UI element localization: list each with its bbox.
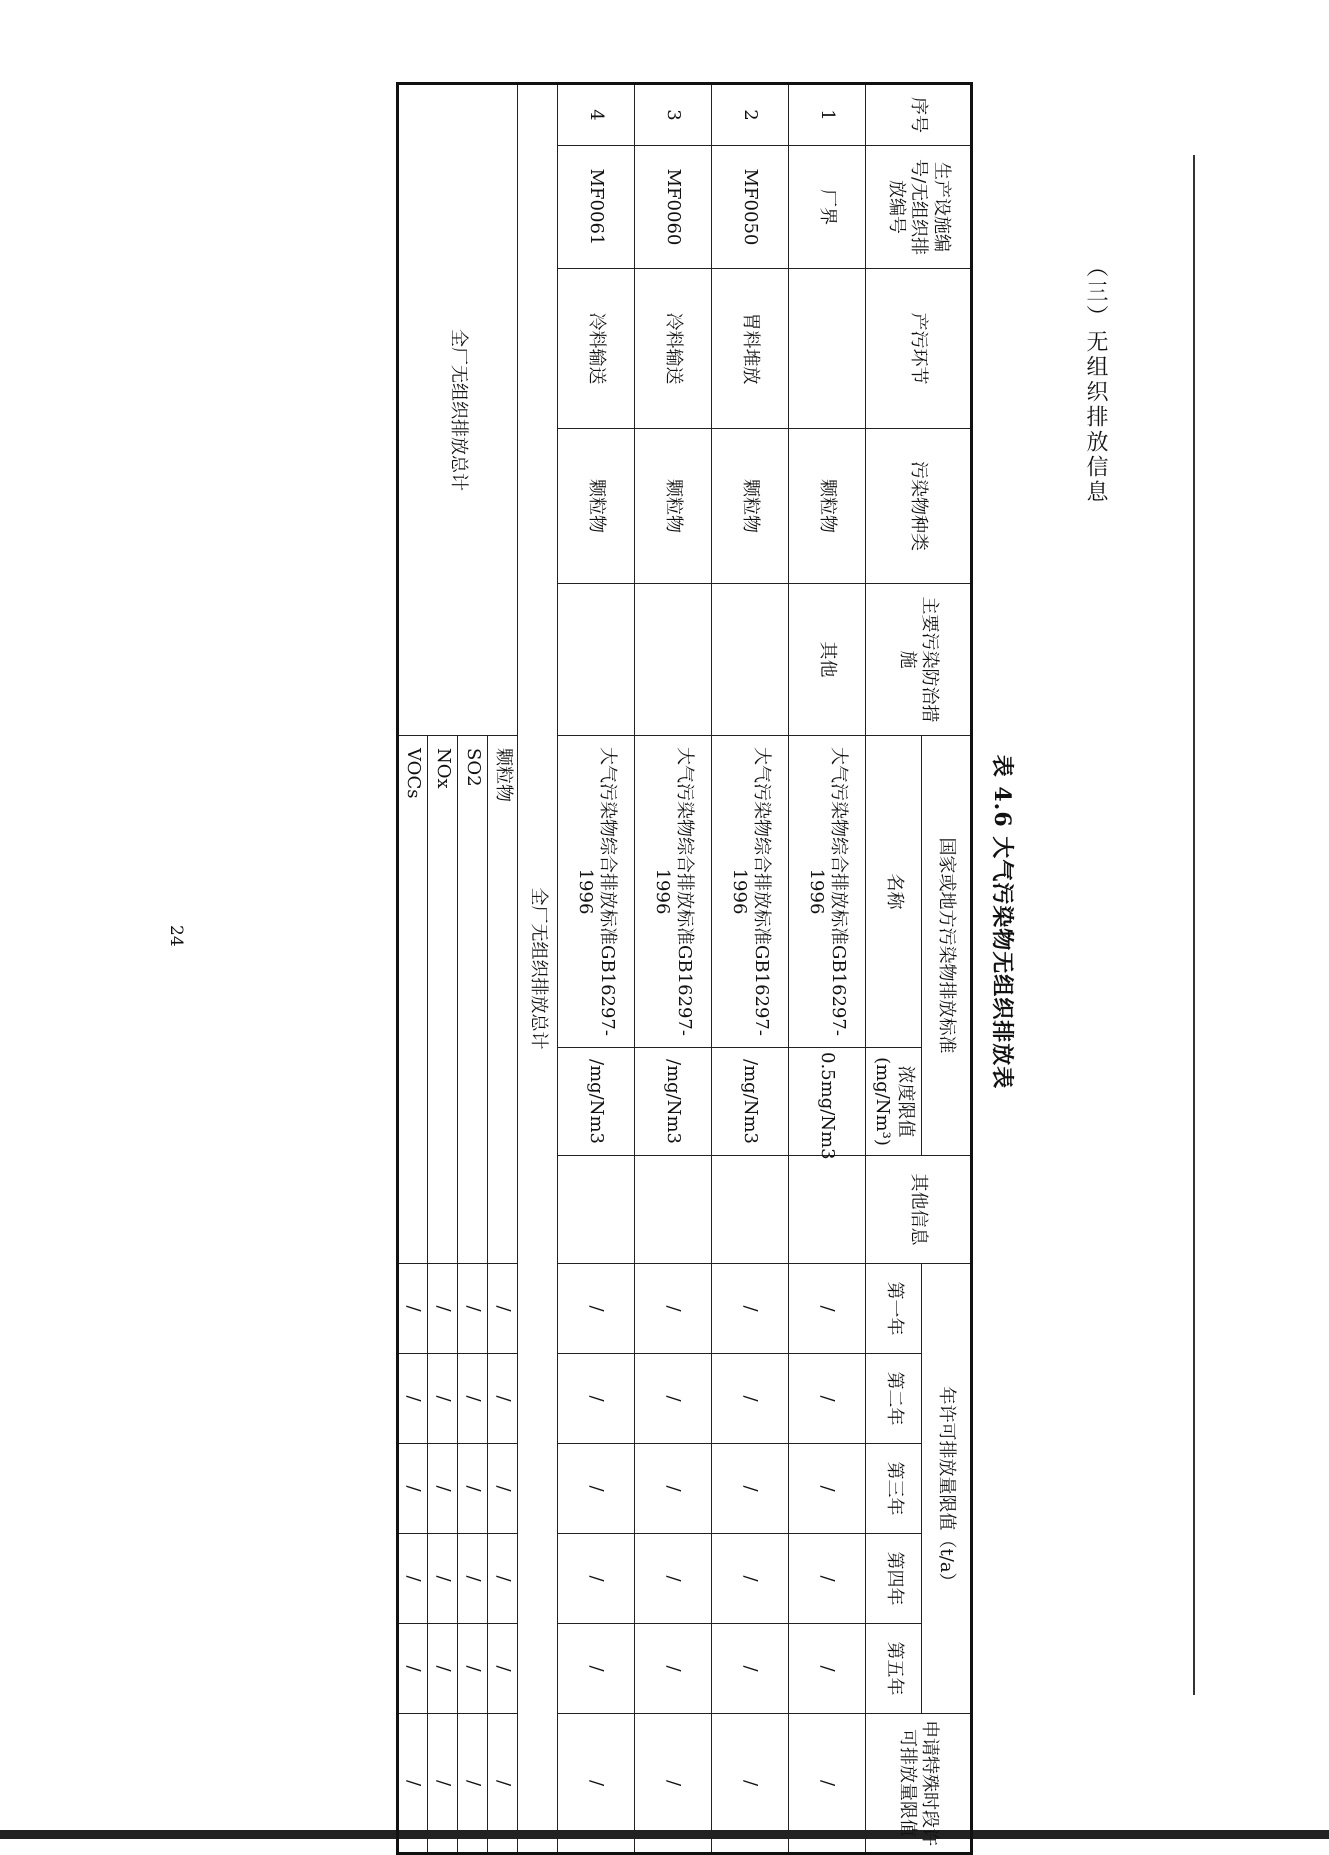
row-facility: MF0060: [635, 146, 712, 269]
section-heading: （三）无组织排放信息: [1083, 255, 1108, 505]
header-measures: 主要污染防治措施: [866, 584, 972, 736]
row-year-5: /: [712, 1624, 789, 1714]
table-title: 表 4.6 大气污染物无组织排放表: [989, 754, 1015, 1090]
row-measures: 其他: [789, 584, 866, 736]
header-std-limit: 浓度限值(mg/Nm³): [866, 1048, 922, 1156]
row-pollutant: 颗粒物: [789, 429, 866, 584]
row-year-1: /: [712, 1264, 789, 1354]
header-std-name: 名称: [866, 736, 922, 1048]
row-special: /: [712, 1714, 789, 1854]
summary-year-5: /: [398, 1624, 428, 1714]
summary-banner-row: [518, 84, 558, 1854]
row-process: 冷料输送: [558, 269, 635, 429]
row-year-3: /: [558, 1444, 635, 1534]
table-row: [712, 84, 789, 1854]
row-special: /: [635, 1714, 712, 1854]
summary-year-3: /: [428, 1444, 458, 1534]
row-limit: /mg/Nm3: [635, 1048, 712, 1156]
summary-year-5: /: [488, 1624, 518, 1714]
header-year-3: 第三年: [866, 1444, 922, 1534]
row-process: [789, 269, 866, 429]
row-other: [789, 1156, 866, 1264]
summary-year-1: /: [458, 1264, 488, 1354]
header-year-5: 第五年: [866, 1624, 922, 1714]
row-limit: 0.5mg/Nm3: [789, 1048, 866, 1156]
summary-year-2: /: [398, 1354, 428, 1444]
summary-banner: 全厂无组织排放总计: [518, 84, 558, 1854]
header-pollutant: 污染物种类: [866, 429, 972, 584]
row-other: [558, 1156, 635, 1264]
row-process: 冷料输送: [635, 269, 712, 429]
row-seq: 1: [789, 84, 866, 146]
row-year-1: /: [789, 1264, 866, 1354]
header-year-1: 第一年: [866, 1264, 922, 1354]
row-std-name: 大气污染物综合排放标准GB16297-1996: [789, 736, 866, 1048]
row-seq: 2: [712, 84, 789, 146]
row-year-4: /: [558, 1534, 635, 1624]
row-std-name: 大气污染物综合排放标准GB16297-1996: [558, 736, 635, 1048]
row-std-name: 大气污染物综合排放标准GB16297-1996: [712, 736, 789, 1048]
row-pollutant: 颗粒物: [635, 429, 712, 584]
row-seq: 3: [635, 84, 712, 146]
row-year-4: /: [789, 1534, 866, 1624]
table-row: [789, 84, 866, 1854]
row-year-2: /: [558, 1354, 635, 1444]
header-other-info: 其他信息: [866, 1156, 972, 1264]
summary-item-name: VOCs: [398, 736, 428, 1264]
header-seq: 序号: [866, 84, 972, 146]
row-process: 胃料堆放: [712, 269, 789, 429]
summary-label: 全厂无组织排放总计: [398, 84, 518, 736]
header-standard-group: 国家或地方污染物排放标准: [922, 736, 972, 1156]
summary-year-3: /: [458, 1444, 488, 1534]
table-row: [558, 84, 635, 1854]
summary-year-1: /: [488, 1264, 518, 1354]
row-pollutant: 颗粒物: [712, 429, 789, 584]
row-facility: MF0061: [558, 146, 635, 269]
summary-row: [488, 84, 518, 1854]
summary-year-2: /: [428, 1354, 458, 1444]
row-pollutant: 颗粒物: [558, 429, 635, 584]
summary-year-5: /: [428, 1624, 458, 1714]
top-margin-rule: [1193, 155, 1195, 1695]
summary-year-4: /: [428, 1534, 458, 1624]
row-measures: [712, 584, 789, 736]
row-std-name: 大气污染物综合排放标准GB16297-1996: [635, 736, 712, 1048]
header-annual-group: 年许可排放量限值（t/a）: [922, 1264, 972, 1714]
row-year-2: /: [789, 1354, 866, 1444]
row-year-5: /: [635, 1624, 712, 1714]
summary-year-1: /: [428, 1264, 458, 1354]
row-year-3: /: [635, 1444, 712, 1534]
row-year-5: /: [789, 1624, 866, 1714]
summary-special: /: [458, 1714, 488, 1854]
page-number: 24: [166, 925, 186, 947]
header-year-2: 第二年: [866, 1354, 922, 1444]
header-special: 申请特殊时段许可排放量限值: [866, 1714, 972, 1854]
row-facility: MF0050: [712, 146, 789, 269]
row-year-1: /: [558, 1264, 635, 1354]
row-year-1: /: [635, 1264, 712, 1354]
summary-year-1: /: [398, 1264, 428, 1354]
summary-item-name: 颗粒物: [488, 736, 518, 1264]
row-special: /: [789, 1714, 866, 1854]
summary-special: /: [398, 1714, 428, 1854]
row-measures: [635, 584, 712, 736]
summary-item-name: NOx: [428, 736, 458, 1264]
row-year-3: /: [712, 1444, 789, 1534]
summary-year-5: /: [458, 1624, 488, 1714]
header-process: 产污环节: [866, 269, 972, 429]
row-year-4: /: [712, 1534, 789, 1624]
row-measures: [558, 584, 635, 736]
row-other: [712, 1156, 789, 1264]
summary-year-2: /: [488, 1354, 518, 1444]
header-year-4: 第四年: [866, 1534, 922, 1624]
summary-special: /: [428, 1714, 458, 1854]
row-year-2: /: [712, 1354, 789, 1444]
row-year-5: /: [558, 1624, 635, 1714]
row-seq: 4: [558, 84, 635, 146]
summary-year-3: /: [488, 1444, 518, 1534]
summary-year-4: /: [458, 1534, 488, 1624]
row-special: /: [558, 1714, 635, 1854]
summary-item-name: SO2: [458, 736, 488, 1264]
header-row-1: [922, 84, 972, 1854]
summary-special: /: [488, 1714, 518, 1854]
summary-year-3: /: [398, 1444, 428, 1534]
row-limit: /mg/Nm3: [558, 1048, 635, 1156]
header-facility: 生产设施编号/无组织排放编号: [866, 146, 972, 269]
row-year-2: /: [635, 1354, 712, 1444]
summary-year-4: /: [398, 1534, 428, 1624]
row-limit: /mg/Nm3: [712, 1048, 789, 1156]
summary-year-2: /: [458, 1354, 488, 1444]
summary-year-4: /: [488, 1534, 518, 1624]
row-facility: 厂界: [789, 146, 866, 269]
rotated-table-block: [391, 82, 1031, 1847]
row-other: [635, 1156, 712, 1264]
table-row: [635, 84, 712, 1854]
row-year-4: /: [635, 1534, 712, 1624]
emission-table: [396, 82, 973, 1855]
row-year-3: /: [789, 1444, 866, 1534]
